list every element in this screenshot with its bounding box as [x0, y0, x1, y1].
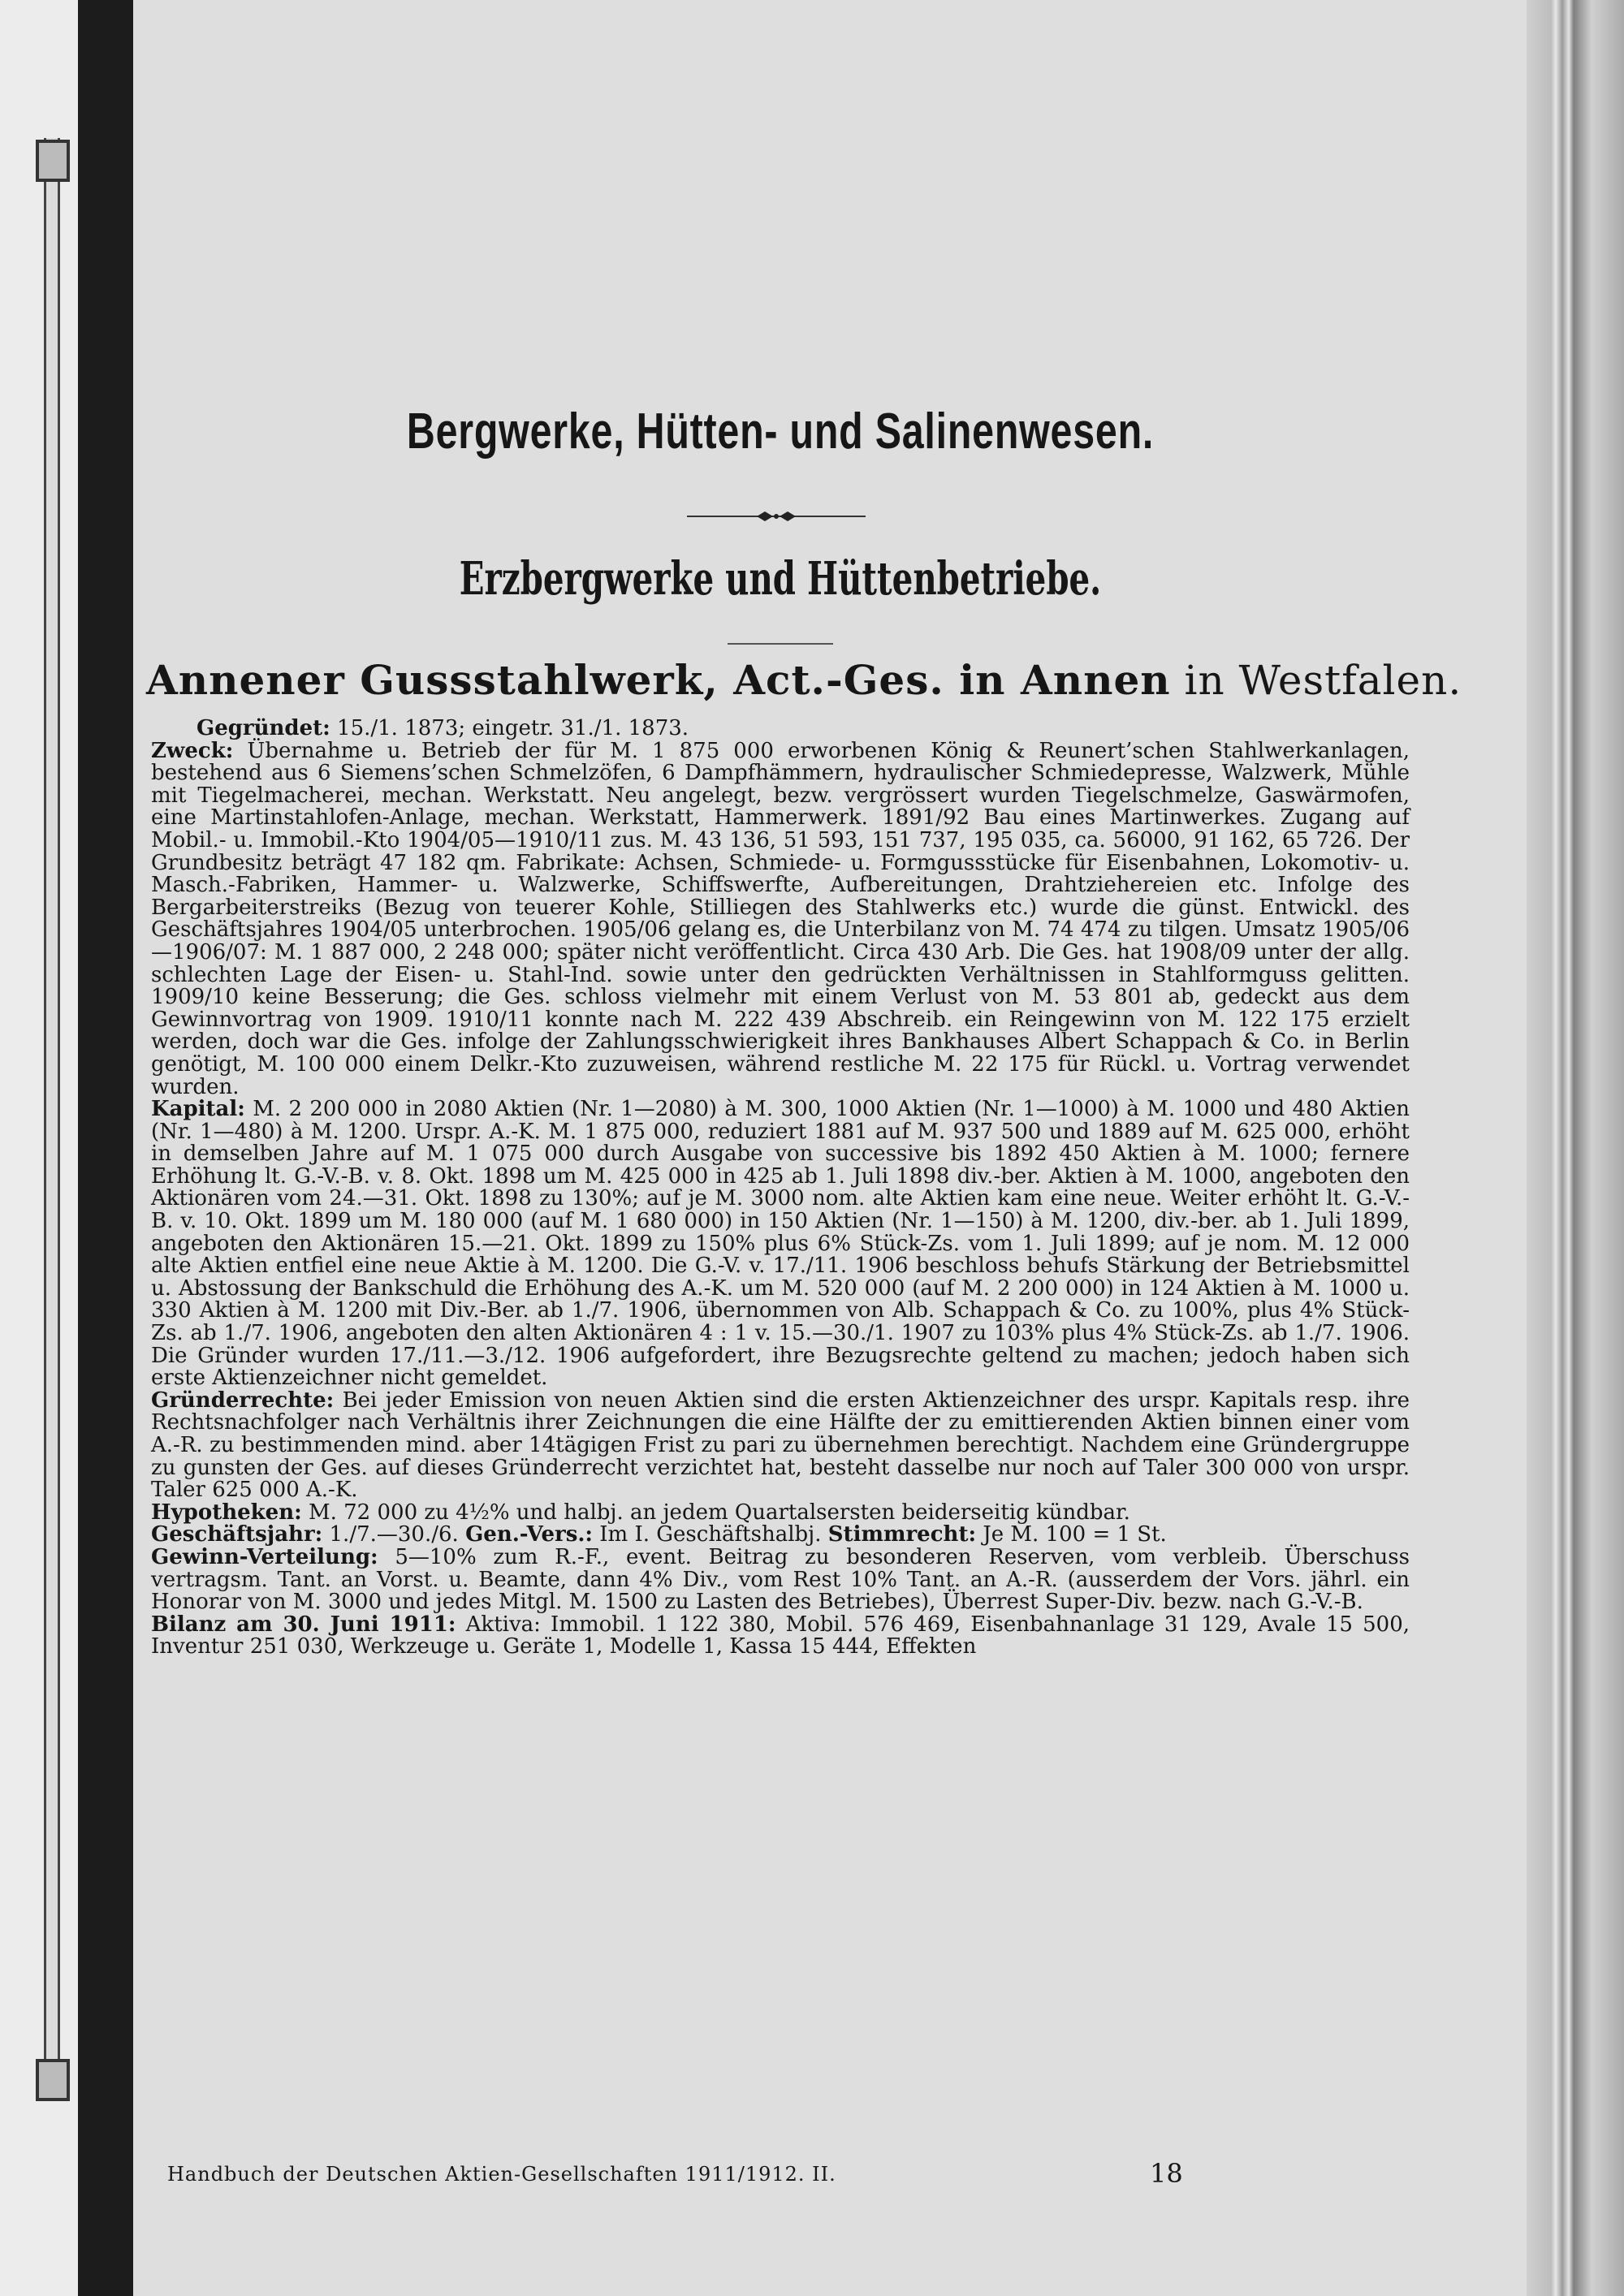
label-gewinn-verteilung: Gewinn-Verteilung: — [151, 1544, 378, 1569]
binding-ribbon — [44, 138, 60, 2087]
book-spine — [78, 0, 133, 2296]
main-title: Bergwerke, Hütten- und Salinenwesen. — [406, 404, 1155, 460]
paragraph-gewinn-verteilung — [151, 1544, 1410, 1615]
text-gruenderrechte: Bei jeder Emission von neuen Aktien sind die ersten Aktienzeichner des urspr. Kapitals resp. ihre Rechtsnachfolger nach Verhältnis ihrer Zeichnungen die eine Hälfte der zu emittierenden Aktien binnen einer vom A.-R. zu bestimmenden mind. aber 14tägigen Frist zu pari zu übernehmen berechtigt. Nachdem eine Gründergruppe zu gunsten der Ges. auf dieses Gründerrecht verzichtet hat, besteht dasselbe nur noch auf Taler 300 000 von urspr. Taler 625 000 A.-K. — [151, 1388, 1410, 1503]
company-title — [146, 656, 1462, 704]
text-kapital: M. 2 200 000 in 2080 Aktien (Nr. 1—2080) à M. 300, 1000 Aktien (Nr. 1—1000) à M. 1000 und 480 Aktien (Nr. 1—480) à M. 1200. Urspr. A.-K. M. 1 875 000, reduziert 1881 auf M. 937 500 und 1889 auf M. 625 000, erhöht in demselben Jahre auf M. 1 075 000 durch Ausgabe von successive bis 1892 450 Aktien à M. 1000; fernere Erhöhung lt. G.-V.-B. v. 8. Okt. 1898 um M. 425 000 in 425 ab 1. Juli 1898 div.-ber. Aktien à M. 1000, angeboten den Aktionären vom 24.—31. Okt. 1898 zu 130%; auf je M. 3000 nom. alte Aktien kam eine neue. Weiter erhöht lt. G.-V.-B. v. 10. Okt. 1899 um M. 180 000 (auf M. 1 680 000) in 150 Aktien (Nr. 1—150) à M. 1200, div.-ber. ab 1. Juli 1899, angeboten den Aktionären 15.—21. Okt. 1899 zu 150% plus 6% Stück-Zs. vom 1. Juli 1899; auf je nom. M. 12 000 alte Aktien entfiel eine neue Aktie à M. 1200. Die G.-V. v. 17./11. 1906 beschloss behufs Stärkung der Betriebsmittel u. Abstossung der Bankschuld die Erhöhung des A.-K. um M. 520 000 (auf M. 2 200 000) in 124 Aktien à M. 1000 u. 330 Aktien à M. 1200 mit Div.-Ber. ab 1./7. 1906, übernommen von Alb. Schappach & Co. zu 100%, plus 4% Stück-Zs. ab 1./7. 1906, angeboten den alten Aktionären 4 : 1 v. 15.—30./1. 1907 zu 103% plus 4% Stück-Zs. ab 1./7. 1906. Die Gründer wurden 17./11.—3./12. 1906 aufgefordert, ihre Bezugsrechte geltend zu machen; jedoch haben sich erste Aktienzeichner nicht gemeldet. — [151, 1097, 1410, 1391]
text-bilanz: Aktiva: Immobil. 1 122 380, Mobil. 576 469, Eisenbahnanlage 31 129, Avale 15 500, Inventur 251 030, Werkzeuge u. Geräte 1, Modelle 1, Kassa 15 444, Effekten — [151, 1612, 1410, 1659]
company-name: Annener Gussstahlwerk, Act.-Ges. in Annen — [146, 656, 1171, 704]
label-stimmrecht: Stimmrecht: — [827, 1522, 977, 1547]
label-kapital: Kapital: — [151, 1097, 245, 1122]
text-hypotheken: M. 72 000 zu 4½% und halbj. an jedem Quartalsersten beiderseitig kündbar. — [301, 1500, 1130, 1525]
text-stimmrecht: Je M. 100 = 1 St. — [976, 1522, 1167, 1547]
label-hypotheken: Hypotheken: — [151, 1500, 302, 1525]
ornament-divider — [687, 510, 866, 523]
text-gegruendet: 15./1. 1873; eingetr. 31./1. 1873. — [330, 716, 689, 740]
binding-clip-bottom — [36, 2059, 70, 2101]
scan-left-margin — [0, 0, 78, 2296]
text-zweck: Übernahme u. Betrieb der für M. 1 875 000 erworbenen König & Reunert’schen Stahlwerkanlagen, bestehend aus 6 Siemens’schen Schmelzöfen, 6 Dampfhämmern, hydraulischer Schmiedepresse, Walzwerk, Mühle mit Tiegelmacherei, mechan. Werkstatt. Neu angelegt, bezw. vergrössert wurden Tiegelschmelze, Gaswärmofen, eine Martinstahlofen-Anlage, mechan. Werkstatt, Hammerwerk. 1891/92 Bau eines Martinwerkes. Zugang auf Mobil.- u. Immobil.-Kto 1904/05—1910/11 zus. M. 43 136, 51 593, 151 737, 195 035, ca. 56000, 91 162, 65 726. Der Grundbesitz beträgt 47 182 qm. Fabrikate: Achsen, Schmiede- u. Formgussstücke für Eisenbahnen, Lokomotiv- u. Masch.-Fabriken, Hammer- u. Walzwerke, Schiffswerfte, Aufbereitungen, Drahtziehereien etc. Infolge des Bergarbeiterstreiks (Bezug von teuerer Kohle, Stilliegen des Stahlwerks etc.) wurde die günst. Entwickl. des Geschäftsjahres 1904/05 unterbrochen. 1905/06 gelang es, die Unterbilanz von M. 74 474 zu tilgen. Umsatz 1905/06—1906/07: M. 1 887 000, 2 248 000; später nicht veröffentlicht. Circa 430 Arb. Die Ges. hat 1908/09 unter der allg. schlechten Lage der Eisen- u. Stahl-Ind. sowie unter den gedrückten Verhältnissen in Stahlformguss gelitten. 1909/10 keine Besserung; die Ges. schloss vielmehr mit einem Verlust von M. 53 801 ab, gedeckt aus dem Gewinnvortrag von 1909. 1910/11 konnte nach M. 222 439 Abschreib. ein Reingewinn von M. 122 175 erzielt werden, doch war die Ges. infolge der Zahlungsschwierigkeit ihres Bankhauses Albert Schappach & Co. in Berlin genötigt, M. 100 000 einem Delkr.-Kto zuzuweisen, während restliche M. 22 175 für Rückl. u. Vortrag verwendet wurden. — [151, 738, 1410, 1099]
binding-clip-top — [36, 140, 70, 182]
paragraph-gegruendet — [151, 718, 1410, 740]
page-edges — [1527, 0, 1624, 2296]
label-gruenderrechte: Gründerrechte: — [151, 1388, 335, 1413]
paragraph-gruenderrechte — [151, 1390, 1410, 1502]
footer-source: Handbuch der Deutschen Aktien-Gesellschaften 1911/1912. II. — [167, 2163, 836, 2186]
paragraph-hypotheken — [151, 1502, 1410, 1525]
text-gen-vers: Im I. Geschäftshalbj. — [593, 1522, 828, 1547]
text-gewinn-verteilung: 5—10% zum R.-F., event. Beitrag zu besonderen Reserven, vom verbleib. Überschuss vertragsm. Tant. an Vorst. u. Beamte, dann 4% Div., vom Rest 10% Tant. an A.-R. (ausserdem der Vors. jährl. ein Honorar von M. 3000 und jedes Mitgl. M. 1500 zu Lasten des Betriebes), Überrest Super-Div. bezw. nach G.-V.-B. — [151, 1544, 1410, 1615]
label-gen-vers: Gen.-Vers.: — [465, 1522, 593, 1547]
paragraph-bilanz — [151, 1614, 1410, 1659]
paragraph-zweck — [151, 740, 1410, 1099]
company-location: in Westfalen. — [1170, 657, 1462, 704]
page-number: 18 — [1150, 2158, 1183, 2189]
label-zweck: Zweck: — [151, 738, 234, 763]
company-entry — [151, 718, 1410, 1659]
paragraph-kapital — [151, 1098, 1410, 1390]
paragraph-geschaeftsjahr — [151, 1524, 1410, 1547]
section-title: Erzbergwerke und Hüttenbetriebe. — [459, 552, 1102, 606]
label-bilanz: Bilanz am 30. Juni 1911: — [151, 1612, 456, 1637]
short-rule — [728, 643, 833, 645]
text-geschaeftsjahr: 1./7.—30./6. — [322, 1522, 466, 1547]
label-geschaeftsjahr: Geschäftsjahr: — [151, 1522, 323, 1547]
label-gegruendet: Gegründet: — [197, 716, 330, 740]
